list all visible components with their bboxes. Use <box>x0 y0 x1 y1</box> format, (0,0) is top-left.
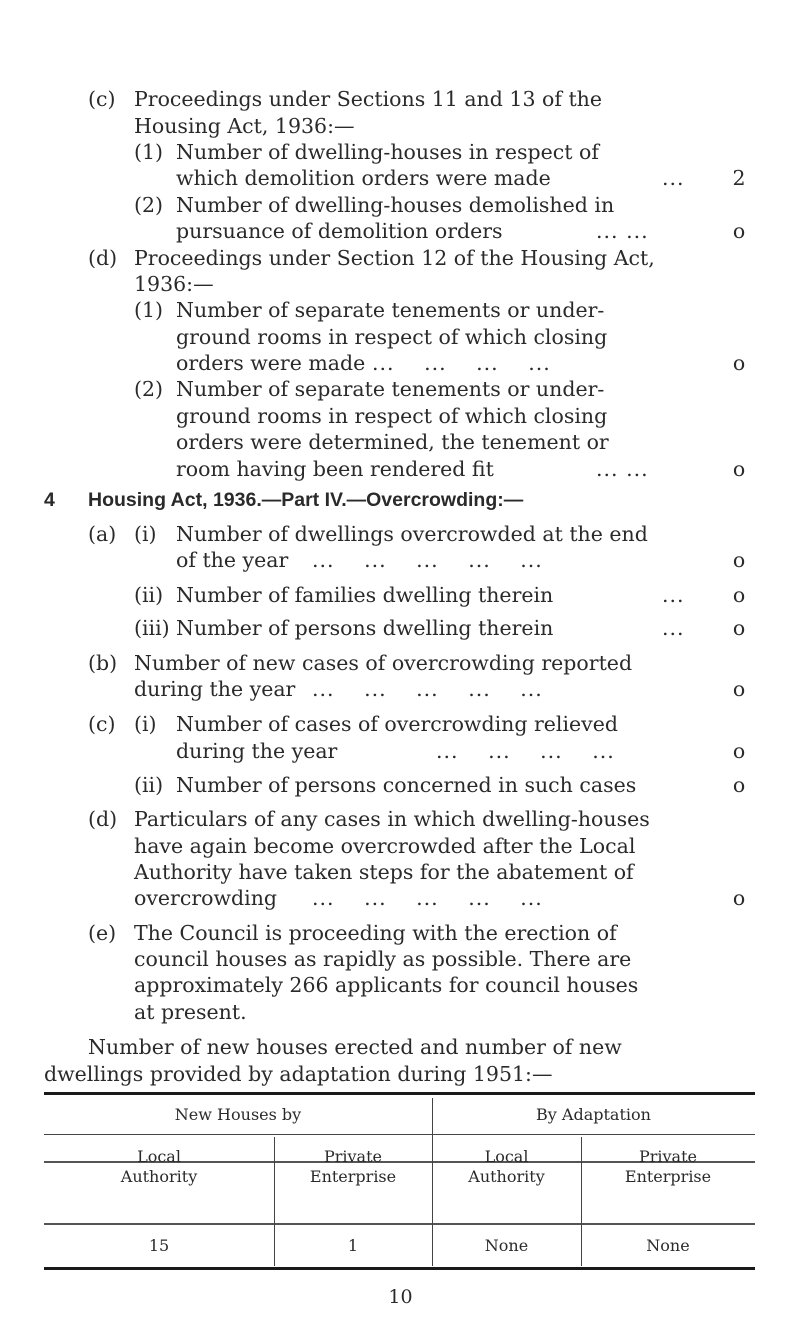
section-c-title-line: Housing Act, 1936:— <box>134 114 355 138</box>
column-header: Private Enterprise <box>309 1147 397 1186</box>
leader-dots: ... <box>662 583 685 607</box>
section-number: 4 <box>44 489 55 511</box>
value: o <box>732 548 746 572</box>
item-line: room having been rendered fit ... ... <box>176 457 649 481</box>
item-line: ground rooms in respect of which closing <box>176 404 608 428</box>
item-line: Number of dwelling-houses in respect of <box>176 140 599 164</box>
group-header: New Houses by <box>174 1105 302 1124</box>
leader-dots: ... <box>662 616 685 640</box>
item-line: overcrowding ... ... ... ... ... <box>134 886 543 910</box>
item-num: (i) <box>134 522 157 546</box>
subsection-label: (e) <box>88 921 117 945</box>
item-line: during the year ... ... ... ... ... <box>134 677 543 701</box>
subsection-label: (d) <box>88 807 118 831</box>
section-d-title-line: Proceedings under Section 12 of the Housing Act, <box>134 246 655 270</box>
table-cell: 1 <box>347 1236 359 1255</box>
value: 2 <box>732 166 746 190</box>
item-line: Number of new cases of overcrowding reported <box>134 651 633 675</box>
item-num: (2) <box>134 193 164 217</box>
value: o <box>732 351 746 375</box>
column-header: Local Authority <box>468 1147 545 1186</box>
value: o <box>732 457 746 481</box>
paragraph-line: council houses as rapidly as possible. There are <box>134 947 632 971</box>
value: o <box>732 677 746 701</box>
subsection-label: (c) <box>88 712 116 736</box>
leader-dots: ... ... <box>596 219 649 243</box>
item-line: Number of cases of overcrowding relieved <box>176 712 618 736</box>
table-top-rule <box>44 1092 755 1095</box>
table-cell: None <box>484 1236 529 1255</box>
item-line: ground rooms in respect of which closing <box>176 325 608 349</box>
item-line: orders were determined, the tenement or <box>176 430 609 454</box>
item-num: (2) <box>134 377 164 401</box>
subsection-label: (a) <box>88 522 117 546</box>
paragraph-line: The Council is proceeding with the erection of <box>134 921 617 945</box>
value: o <box>732 583 746 607</box>
item-num: (1) <box>134 140 164 164</box>
item-line: Number of dwelling-houses demolished in <box>176 193 615 217</box>
table-cell: None <box>646 1236 690 1255</box>
item-line: Number of families dwelling therein ... <box>176 583 685 607</box>
section-d-label: (d) <box>88 246 118 270</box>
group-divider <box>44 1134 755 1135</box>
value: o <box>732 219 746 243</box>
item-line: Particulars of any cases in which dwelling-houses <box>134 807 650 831</box>
intro-line: Number of new houses erected and number of new <box>88 1035 622 1059</box>
section-d-title-line: 1936:— <box>134 272 214 296</box>
item-line: during the year ... ... ... ... <box>176 739 615 763</box>
column-header: Private Enterprise <box>624 1147 712 1186</box>
item-line: Number of separate tenements or under- <box>176 377 605 401</box>
item-line: have again become overcrowded after the Local <box>134 834 636 858</box>
paragraph-line: at present. <box>134 1000 247 1024</box>
item-num: (1) <box>134 298 164 322</box>
item-line: Authority have taken steps for the abatement of <box>134 860 634 884</box>
table-bottom-rule <box>44 1267 755 1270</box>
item-line: orders were made ... ... ... ... <box>176 351 551 375</box>
item-num: (i) <box>134 712 157 736</box>
leader-dots: ... ... ... ... ... <box>312 548 543 572</box>
value: o <box>732 886 746 910</box>
leader-dots: ... ... ... ... <box>372 351 551 375</box>
paragraph-line: approximately 266 applicants for council houses <box>134 973 639 997</box>
item-line: Number of dwellings overcrowded at the end <box>176 522 648 546</box>
column-header: Local Authority <box>120 1147 198 1186</box>
value: o <box>732 739 746 763</box>
item-num: (ii) <box>134 583 164 607</box>
page-number: 10 <box>388 1286 413 1308</box>
item-line: Number of persons dwelling therein ... <box>176 616 685 640</box>
item-line: Number of separate tenements or under- <box>176 298 605 322</box>
section-heading: Housing Act, 1936.—Part IV.—Overcrowding:— <box>88 489 524 511</box>
section-c-label: (c) <box>88 87 116 111</box>
table-cell: 15 <box>148 1236 170 1255</box>
table-rule <box>44 1223 755 1225</box>
item-line: pursuance of demolition orders ... ... <box>176 219 649 243</box>
leader-dots: ... <box>662 166 685 190</box>
item-num: (iii) <box>134 616 170 640</box>
group-header: By Adaptation <box>536 1105 651 1124</box>
section-c-title-line: Proceedings under Sections 11 and 13 of the <box>134 87 603 111</box>
leader-dots: ... ... <box>596 457 649 481</box>
leader-dots: ... ... ... ... ... <box>312 677 543 701</box>
value: o <box>732 773 746 797</box>
subsection-label: (b) <box>88 651 118 675</box>
intro-line: dwellings provided by adaptation during 1951:— <box>44 1062 553 1086</box>
item-line: of the year ... ... ... ... ... <box>176 548 543 572</box>
leader-dots: ... ... ... ... ... <box>312 886 543 910</box>
value: o <box>732 616 746 640</box>
item-line: which demolition orders were made ... <box>176 166 685 190</box>
item-line: Number of persons concerned in such cases <box>176 773 637 797</box>
leader-dots: ... ... ... ... <box>436 739 615 763</box>
item-num: (ii) <box>134 773 164 797</box>
